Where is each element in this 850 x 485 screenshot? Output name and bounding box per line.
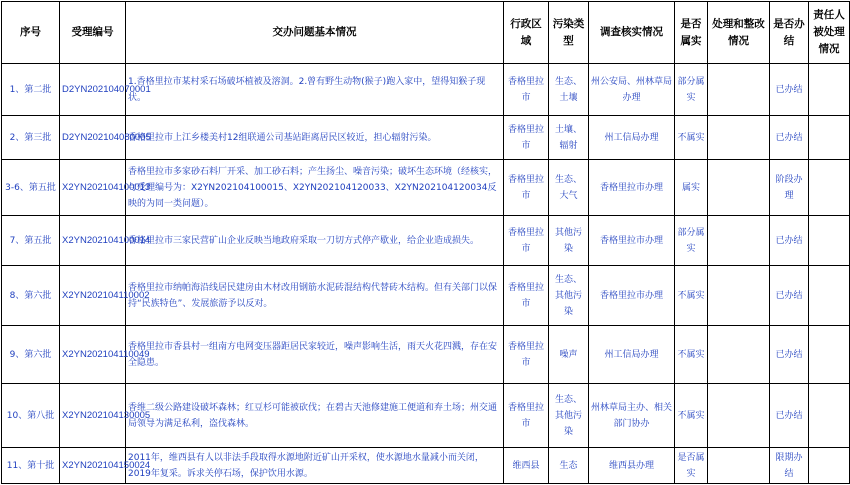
cell-seq: 7、第五批 — [2, 216, 60, 266]
cell-seq: 1、第二批 — [2, 64, 60, 116]
cell-person — [809, 384, 850, 448]
cell-true: 属实 — [675, 160, 708, 216]
cell-survey: 州工信局办理 — [589, 116, 675, 160]
cell-done: 已办结 — [770, 216, 809, 266]
cell-type: 其他污染 — [549, 216, 589, 266]
cell-true: 不属实 — [675, 266, 708, 326]
cell-region: 香格里拉市 — [504, 116, 549, 160]
cell-region: 香格里拉市 — [504, 64, 549, 116]
cell-survey: 州工信局办理 — [589, 326, 675, 384]
cell-done: 已办结 — [770, 384, 809, 448]
cell-type: 生态、其他污染 — [549, 266, 589, 326]
cell-region: 香格里拉市 — [504, 216, 549, 266]
cell-done: 阶段办理 — [770, 160, 809, 216]
cell-type: 噪声 — [549, 326, 589, 384]
cell-code: X2YN202104100014 — [60, 216, 126, 266]
cell-region: 香格里拉市 — [504, 266, 549, 326]
cell-handle — [708, 116, 770, 160]
cell-desc: 香维二级公路建设破坏森林；红豆杉可能被砍伐；在碧古天池修建施工便道和弃土场；州交通局领导为满足私利，盗伐森林。 — [126, 384, 504, 448]
table-row — [2, 384, 850, 448]
header-survey: 调查核实情况 — [589, 2, 675, 64]
cell-person — [809, 448, 850, 484]
cell-person — [809, 266, 850, 326]
table-row — [2, 216, 850, 266]
cell-seq: 2、第三批 — [2, 116, 60, 160]
table-row — [2, 64, 850, 116]
cell-region: 香格里拉市 — [504, 326, 549, 384]
cell-person — [809, 326, 850, 384]
table-row — [2, 448, 850, 484]
cell-person — [809, 160, 850, 216]
cell-person — [809, 64, 850, 116]
header-desc: 交办问题基本情况 — [126, 2, 504, 64]
cell-person — [809, 116, 850, 160]
cell-done: 已办结 — [770, 116, 809, 160]
cell-seq: 3-6、第五批 — [2, 160, 60, 216]
cell-handle — [708, 384, 770, 448]
header-person: 责任人被处理情况 — [809, 2, 850, 64]
cell-desc: 香格里拉市上江乡楼美村12组联通公司基站距离居民区较近，担心辐射污染。 — [126, 116, 504, 160]
cell-desc: 1.香格里拉市某村采石场破坏植被及溶洞。2.曾有野生动物(猴子)跑入家中，望得知猴子现状。 — [126, 64, 504, 116]
cell-desc: 香格里拉市多家砂石料厂开采、加工砂石料；产生扬尘、噪音污染；破坏生态环境（经核实，与受理编号为：X2YN202104100015、X2YN202104120033、X2YN202104120034反映的为同一类问题）。 — [126, 160, 504, 216]
cell-handle — [708, 216, 770, 266]
header-type: 污染类型 — [549, 2, 589, 64]
cell-type: 生态、土壤 — [549, 64, 589, 116]
cell-type: 生态、大气 — [549, 160, 589, 216]
table-row — [2, 116, 850, 160]
cell-survey: 州公安局、州林草局办理 — [589, 64, 675, 116]
cell-handle — [708, 326, 770, 384]
cell-region: 香格里拉市 — [504, 160, 549, 216]
cell-survey: 香格里拉市办理 — [589, 266, 675, 326]
cell-code: X2YN202104100013 — [60, 160, 126, 216]
cell-desc: 香格里拉市纳帕海沿线居民建房由木材改用钢筋水泥砖混结构代替砖木结构。但有关部门以保持“民族特色”、发展旅游予以反对。 — [126, 266, 504, 326]
cell-desc: 2011年，维西县有人以非法手段取得水源地附近矿山开采权，使水源地水量减小而关闭，2019年复采。诉求关停石场，保护饮用水源。 — [126, 448, 504, 484]
header-true: 是否属实 — [675, 2, 708, 64]
cell-region: 香格里拉市 — [504, 384, 549, 448]
cell-done: 限期办结 — [770, 448, 809, 484]
cell-type: 生态、其他污染 — [549, 384, 589, 448]
table-row — [2, 160, 850, 216]
cell-true: 是否属实 — [675, 448, 708, 484]
cell-survey: 州林草局主办、相关部门协办 — [589, 384, 675, 448]
cell-handle — [708, 266, 770, 326]
complaint-table — [1, 1, 850, 484]
cell-handle — [708, 64, 770, 116]
cell-done: 已办结 — [770, 326, 809, 384]
cell-done: 已办结 — [770, 64, 809, 116]
header-handle: 处理和整改情况 — [708, 2, 770, 64]
cell-survey: 香格里拉市办理 — [589, 160, 675, 216]
table-row — [2, 266, 850, 326]
cell-seq: 10、第八批 — [2, 384, 60, 448]
header-done: 是否办结 — [770, 2, 809, 64]
cell-seq: 9、第六批 — [2, 326, 60, 384]
cell-code: D2YN202104080005 — [60, 116, 126, 160]
cell-code: X2YN202104110002 — [60, 266, 126, 326]
cell-seq: 11、第十批 — [2, 448, 60, 484]
cell-true: 不属实 — [675, 326, 708, 384]
cell-true: 不属实 — [675, 116, 708, 160]
cell-survey: 香格里拉市办理 — [589, 216, 675, 266]
cell-handle — [708, 160, 770, 216]
cell-code: X2YN202104150024 — [60, 448, 126, 484]
header-row — [2, 2, 850, 64]
table-row — [2, 326, 850, 384]
cell-desc: 香格里拉市三家民营矿山企业反映当地政府采取一刀切方式停产歇业，给企业造成损失。 — [126, 216, 504, 266]
cell-code: X2YN202104130005 — [60, 384, 126, 448]
cell-true: 部分属实 — [675, 216, 708, 266]
cell-true: 不属实 — [675, 384, 708, 448]
header-region: 行政区域 — [504, 2, 549, 64]
cell-person — [809, 216, 850, 266]
document-page — [1, 1, 849, 484]
cell-code: X2YN202104110049 — [60, 326, 126, 384]
cell-survey: 维西县办理 — [589, 448, 675, 484]
cell-region: 维西县 — [504, 448, 549, 484]
cell-done: 已办结 — [770, 266, 809, 326]
cell-seq: 8、第六批 — [2, 266, 60, 326]
cell-type: 土壤、辐射 — [549, 116, 589, 160]
header-seq: 序号 — [2, 2, 60, 64]
cell-code: D2YN202104070001 — [60, 64, 126, 116]
cell-type: 生态 — [549, 448, 589, 484]
cell-desc: 香格里拉市香县村一组南方电网变压器距居民家较近，噪声影响生活，雨天火花四溅，存在安全隐患。 — [126, 326, 504, 384]
header-code: 受理编号 — [60, 2, 126, 64]
cell-handle — [708, 448, 770, 484]
cell-true: 部分属实 — [675, 64, 708, 116]
